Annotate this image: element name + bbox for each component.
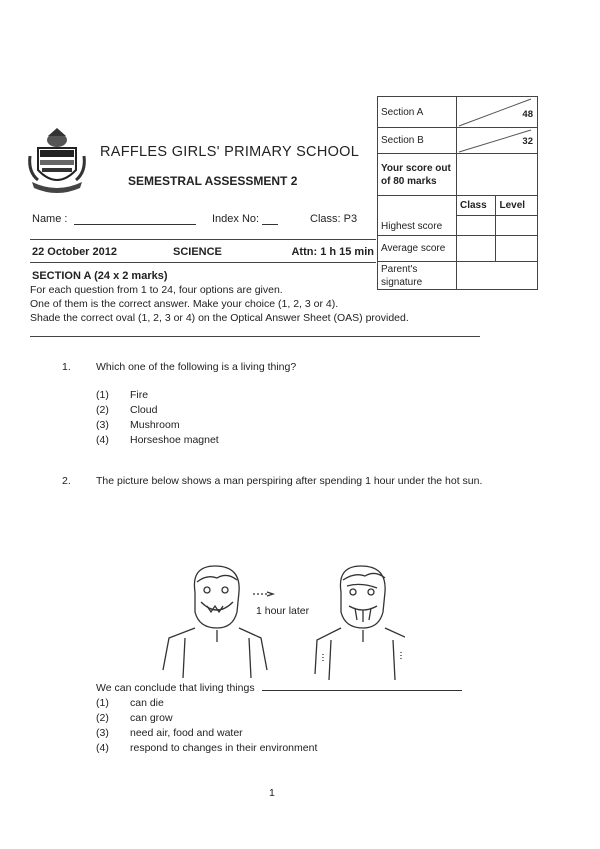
highest-class-cell — [457, 216, 496, 236]
answer-blank-line — [262, 681, 462, 691]
section-a-heading: SECTION A (24 x 2 marks) — [32, 270, 168, 282]
average-score-label: Average score — [378, 236, 457, 262]
parent-signature-label: Parent's signature — [378, 262, 457, 290]
highest-level-cell — [496, 216, 538, 236]
question-text: The picture below shows a man perspiring after spending 1 hour under the hot sun. — [96, 475, 483, 487]
section-a-label: Section A — [378, 97, 457, 128]
school-crest-logo — [26, 128, 88, 194]
answer-option: (2) Cloud — [96, 404, 158, 416]
instruction-line: For each question from 1 to 24, four options are given. — [30, 284, 283, 296]
page-number: 1 — [269, 787, 275, 799]
answer-option: (3) Mushroom — [96, 419, 180, 431]
answer-option: (4) respond to changes in their environment — [96, 742, 318, 754]
your-score-label: Your score out of 80 marks — [378, 154, 457, 196]
index-field-line[interactable] — [262, 224, 278, 225]
parent-signature-cell[interactable] — [457, 262, 538, 290]
section-a-total: 48 — [522, 109, 533, 120]
divider — [30, 336, 480, 337]
perspiring-man-illustration — [155, 562, 405, 682]
answer-option: (1) can die — [96, 697, 164, 709]
question-stem: We can conclude that living things — [96, 681, 496, 696]
average-class-cell — [457, 236, 496, 262]
highest-score-label: Highest score — [378, 196, 457, 236]
index-label: Index No: — [212, 213, 260, 225]
picture-caption: 1 hour later — [256, 605, 310, 617]
exam-subject: SCIENCE — [173, 246, 222, 258]
answer-option: (3) need air, food and water — [96, 727, 243, 739]
question-number: 1. — [62, 361, 71, 373]
score-box — [377, 96, 538, 290]
instruction-line: One of them is the correct answer. Make your choice (1, 2, 3 or 4). — [30, 298, 339, 310]
divider — [30, 239, 376, 240]
section-b-label: Section B — [378, 128, 457, 154]
class-column-head: Class — [457, 196, 496, 216]
answer-option: (4) Horseshoe magnet — [96, 434, 219, 446]
name-field-line[interactable] — [74, 224, 196, 225]
instruction-line: Shade the correct oval (1, 2, 3 or 4) on the Optical Answer Sheet (OAS) provided. — [30, 312, 409, 324]
school-name: RAFFLES GIRLS' PRIMARY SCHOOL — [100, 144, 360, 160]
class-label: Class: P3 — [310, 213, 358, 225]
name-label: Name : — [32, 213, 68, 225]
section-b-score-cell — [457, 128, 538, 154]
your-score-cell[interactable] — [457, 154, 538, 196]
average-level-cell — [496, 236, 538, 262]
exam-date: 22 October 2012 — [32, 246, 117, 258]
question-number: 2. — [62, 475, 71, 487]
section-b-total: 32 — [522, 136, 533, 147]
section-a-score-cell — [457, 97, 538, 128]
divider — [30, 262, 376, 263]
exam-duration: Attn: 1 h 15 min — [291, 246, 374, 258]
assessment-title: SEMESTRAL ASSESSMENT 2 — [128, 174, 298, 188]
answer-option: (2) can grow — [96, 712, 173, 724]
level-column-head: Level — [496, 196, 538, 216]
answer-option: (1) Fire — [96, 389, 149, 401]
question-text: Which one of the following is a living thing? — [96, 361, 297, 373]
